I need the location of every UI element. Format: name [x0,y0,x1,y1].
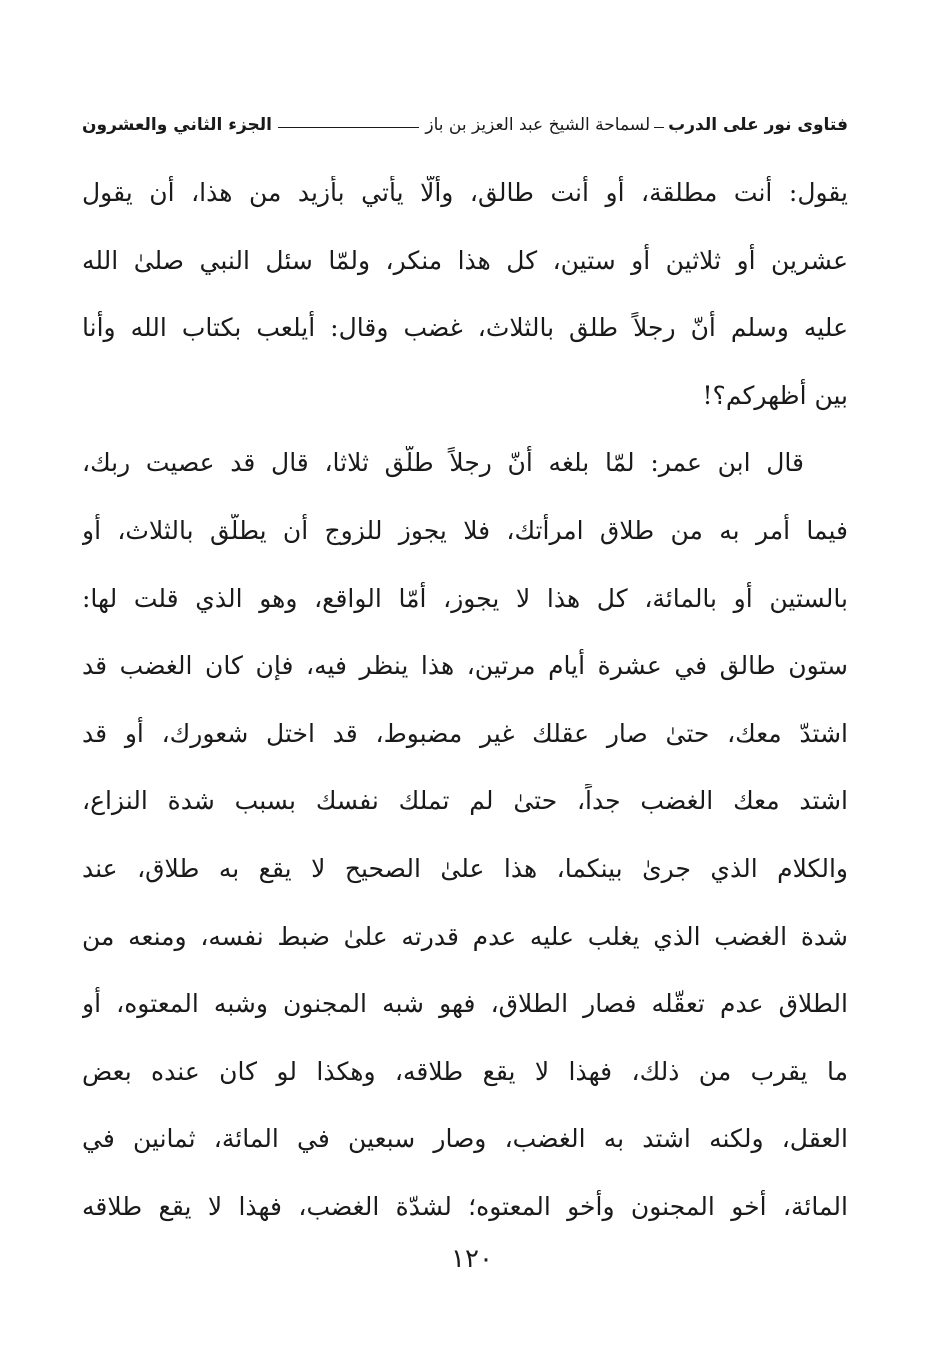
text-line: قال ابن عمر: لمّا بلغه أنّ رجلاً طلّق ثلاثا، قال قد عصيت ربك، [82,448,804,478]
text-line: الطلاق عدم تعقّله فصار الطلاق، فهو شبه المجنون وشبه المعتوه، أو [82,989,848,1019]
header-separator-short [654,127,664,128]
text-line: عليه وسلم أنّ رجلاً طلق بالثلاث، غضب وقال: أيلعب بكتاب الله وأنا [82,313,848,343]
text-line: اشتد معك الغضب جداً، حتىٰ لم تملك نفسك بسبب شدة النزاع، [82,786,848,816]
text-line: يقول: أنت مطلقة، أو أنت طالق، وألّا يأتي بأزيد من هذا، أن يقول [82,178,848,207]
text-line: ستون طالق في عشرة أيام مرتين، هذا ينظر فيه، فإن كان الغضب قد [82,651,848,681]
header-separator-long [278,127,419,128]
text-line: بالستين أو بالمائة، كل هذا لا يجوز، أمّا الواقع، وهو الذي قلت لها: [82,583,848,613]
paragraph-2 [82,446,848,1257]
paragraph-1 [82,176,848,446]
text-line: والكلام الذي جرىٰ بينكما، هذا علىٰ الصحيح لا يقع به طلاق، عند [82,853,848,883]
text-line: عشرين أو ثلاثين أو ستين، كل هذا منكر، ولمّا سئل النبي صلىٰ الله [82,245,848,275]
text-line: العقل، ولكنه اشتد به الغضب، وصار سبعين في المائة، ثمانين في [82,1124,848,1154]
header-part: الجزء الثاني والعشرون [82,115,273,135]
text-line: فيما أمر به من طلاق امرأتك، فلا يجوز للزوج أن يطلّق بالثلاث، أو [82,515,848,545]
page-number: ١٢٠ [451,1244,493,1274]
header-book-title: فتاوى نور على الدرب [668,115,848,135]
body-text [82,176,848,1258]
text-line: شدة الغضب الذي يغلب عليه عدم قدرته علىٰ ضبط نفسه، ومنعه من [82,921,848,951]
text-line: ما يقرب من ذلك، فهذا لا يقع طلاقه، وهكذا لو كان عنده بعض [82,1056,848,1086]
text-line: بين أظهركم؟! [702,380,848,410]
text-line: اشتدّ معك، حتىٰ صار عقلك غير مضبوط، قد اختل شعورك، أو قد [82,718,848,748]
header-author: لسماحة الشيخ عبد العزيز بن باز [425,115,651,135]
running-header [82,108,848,142]
text-line: المائة، أخو المجنون وأخو المعتوه؛ لشدّة الغضب، فهذا لا يقع طلاقه [82,1191,848,1221]
